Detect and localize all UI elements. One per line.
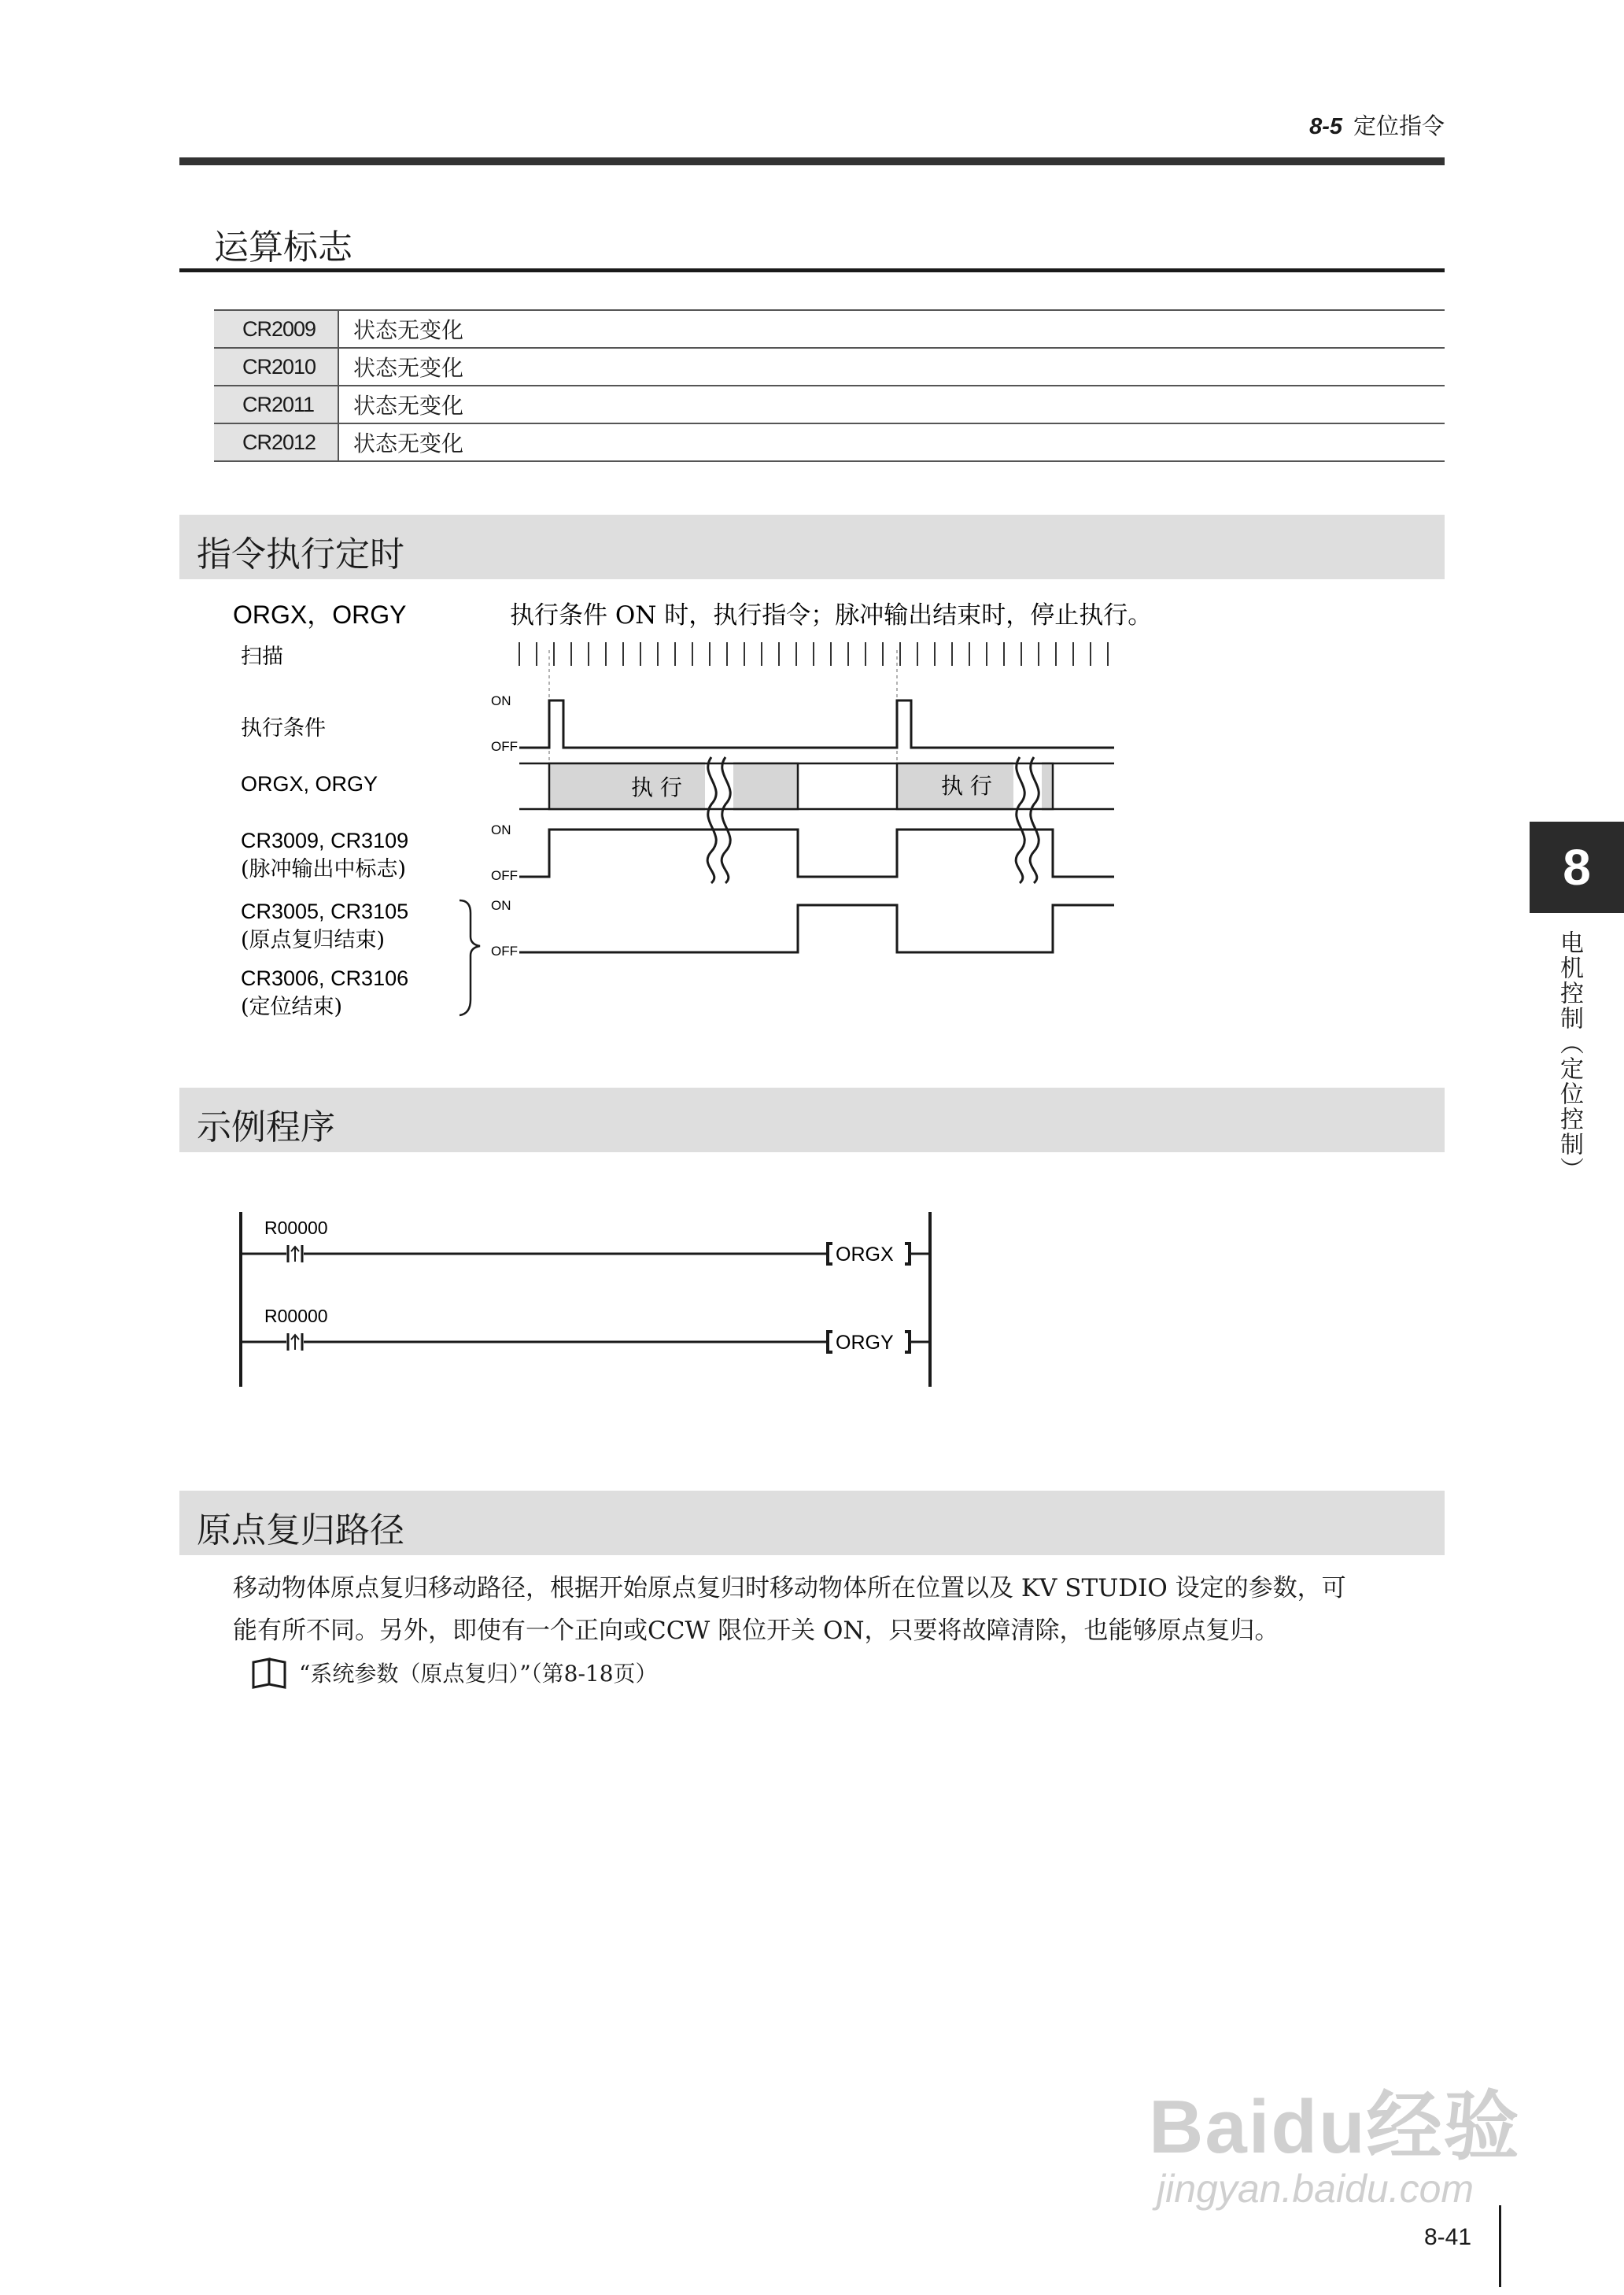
pos-flag-code: CR3006, CR3106 <box>241 966 409 990</box>
flag-value: 状态无变化 <box>338 348 1445 386</box>
instruction-bracket-left <box>828 1332 832 1352</box>
off-label: OFF <box>491 868 518 883</box>
complete-flag-waveform <box>519 905 1114 952</box>
scan-ticks <box>519 642 1108 666</box>
flag-value: 状态无变化 <box>338 310 1445 348</box>
instruction-bracket-right <box>905 1332 910 1352</box>
pos-flag-desc: (定位结束) <box>241 995 343 1019</box>
header-section-number: 8-5 <box>1309 114 1342 139</box>
header-section-title: 定位指令 <box>1353 114 1445 139</box>
instruction-name: ORGX，ORGY <box>233 601 407 629</box>
home-flag-code: CR3005, CR3105 <box>241 900 409 923</box>
rung2-instruction: ORGY <box>836 1332 894 1354</box>
off-label: OFF <box>491 944 518 959</box>
book-icon <box>253 1659 285 1687</box>
execution-box-label: 执 行 <box>941 773 992 799</box>
page-number-rule <box>1499 2205 1501 2287</box>
chapter-side-label: 电机控制（定位控制） <box>1556 930 1582 1182</box>
flags-section-title: 运算标志 <box>214 228 352 267</box>
baidu-watermark: Baidu经验 <box>1149 2085 1521 2169</box>
rung1-contact-label: R00000 <box>264 1218 328 1238</box>
path-paragraph-line-1: 移动物体原点复归移动路径，根据开始原点复归时移动物体所在位置以及 KV STUDIO 设定的参数，可 <box>233 1574 1346 1602</box>
ladder-diagram <box>241 1212 930 1387</box>
path-paragraph-line-2: 能有所不同。另外，即使有一个正向或CCW 限位开关 ON，只要将故障清除，也能够原点复归。 <box>233 1617 1279 1645</box>
flag-value: 状态无变化 <box>338 423 1445 461</box>
time-break-icon <box>1013 757 1042 883</box>
timing-description: 执行条件 ON 时，执行指令；脉冲输出结束时，停止执行。 <box>510 601 1153 630</box>
rung2-contact-label: R00000 <box>264 1306 328 1326</box>
off-label: OFF <box>491 739 518 754</box>
execution-box-label: 执 行 <box>631 774 682 800</box>
path-section-title: 原点复归路径 <box>197 1511 404 1550</box>
exec-condition-label: 执行条件 <box>241 716 326 741</box>
path-section-header <box>179 1491 1445 1555</box>
brace-icon <box>460 900 480 1015</box>
reference-link[interactable]: “系统参数（原点复归）”（第8-18页） <box>299 1661 658 1687</box>
page-number: 8-41 <box>1424 2224 1472 2250</box>
rising-edge-icon <box>291 1335 299 1350</box>
on-label: ON <box>491 693 511 708</box>
rising-edge-icon <box>291 1247 299 1262</box>
instruction-bracket-right <box>905 1244 910 1264</box>
pulse-flag-desc: (脉冲输出中标志) <box>241 857 407 881</box>
instruction-bracket-left <box>828 1244 832 1264</box>
flag-code: CR2012 <box>214 423 338 461</box>
chapter-tab: 8 <box>1530 822 1624 913</box>
example-section-title: 示例程序 <box>197 1108 335 1147</box>
on-label: ON <box>491 898 511 913</box>
exec-condition-waveform <box>519 700 1114 748</box>
scan-label: 扫描 <box>241 645 283 669</box>
rung1-instruction: ORGX <box>836 1244 894 1266</box>
timing-section-title: 指令执行定时 <box>197 535 404 574</box>
flag-code: CR2011 <box>214 386 338 423</box>
watermark-url: jingyan.baidu.com <box>1157 2167 1475 2211</box>
pulse-flag-code: CR3009, CR3109 <box>241 829 409 852</box>
example-section-header <box>179 1088 1445 1152</box>
orgx-orgy-label: ORGX, ORGY <box>241 772 378 796</box>
flag-value: 状态无变化 <box>338 386 1445 423</box>
flag-code: CR2010 <box>214 348 338 386</box>
flag-code: CR2009 <box>214 310 338 348</box>
home-flag-desc: (原点复归结束) <box>241 928 386 952</box>
time-break-icon <box>705 757 733 883</box>
on-label: ON <box>491 822 511 837</box>
